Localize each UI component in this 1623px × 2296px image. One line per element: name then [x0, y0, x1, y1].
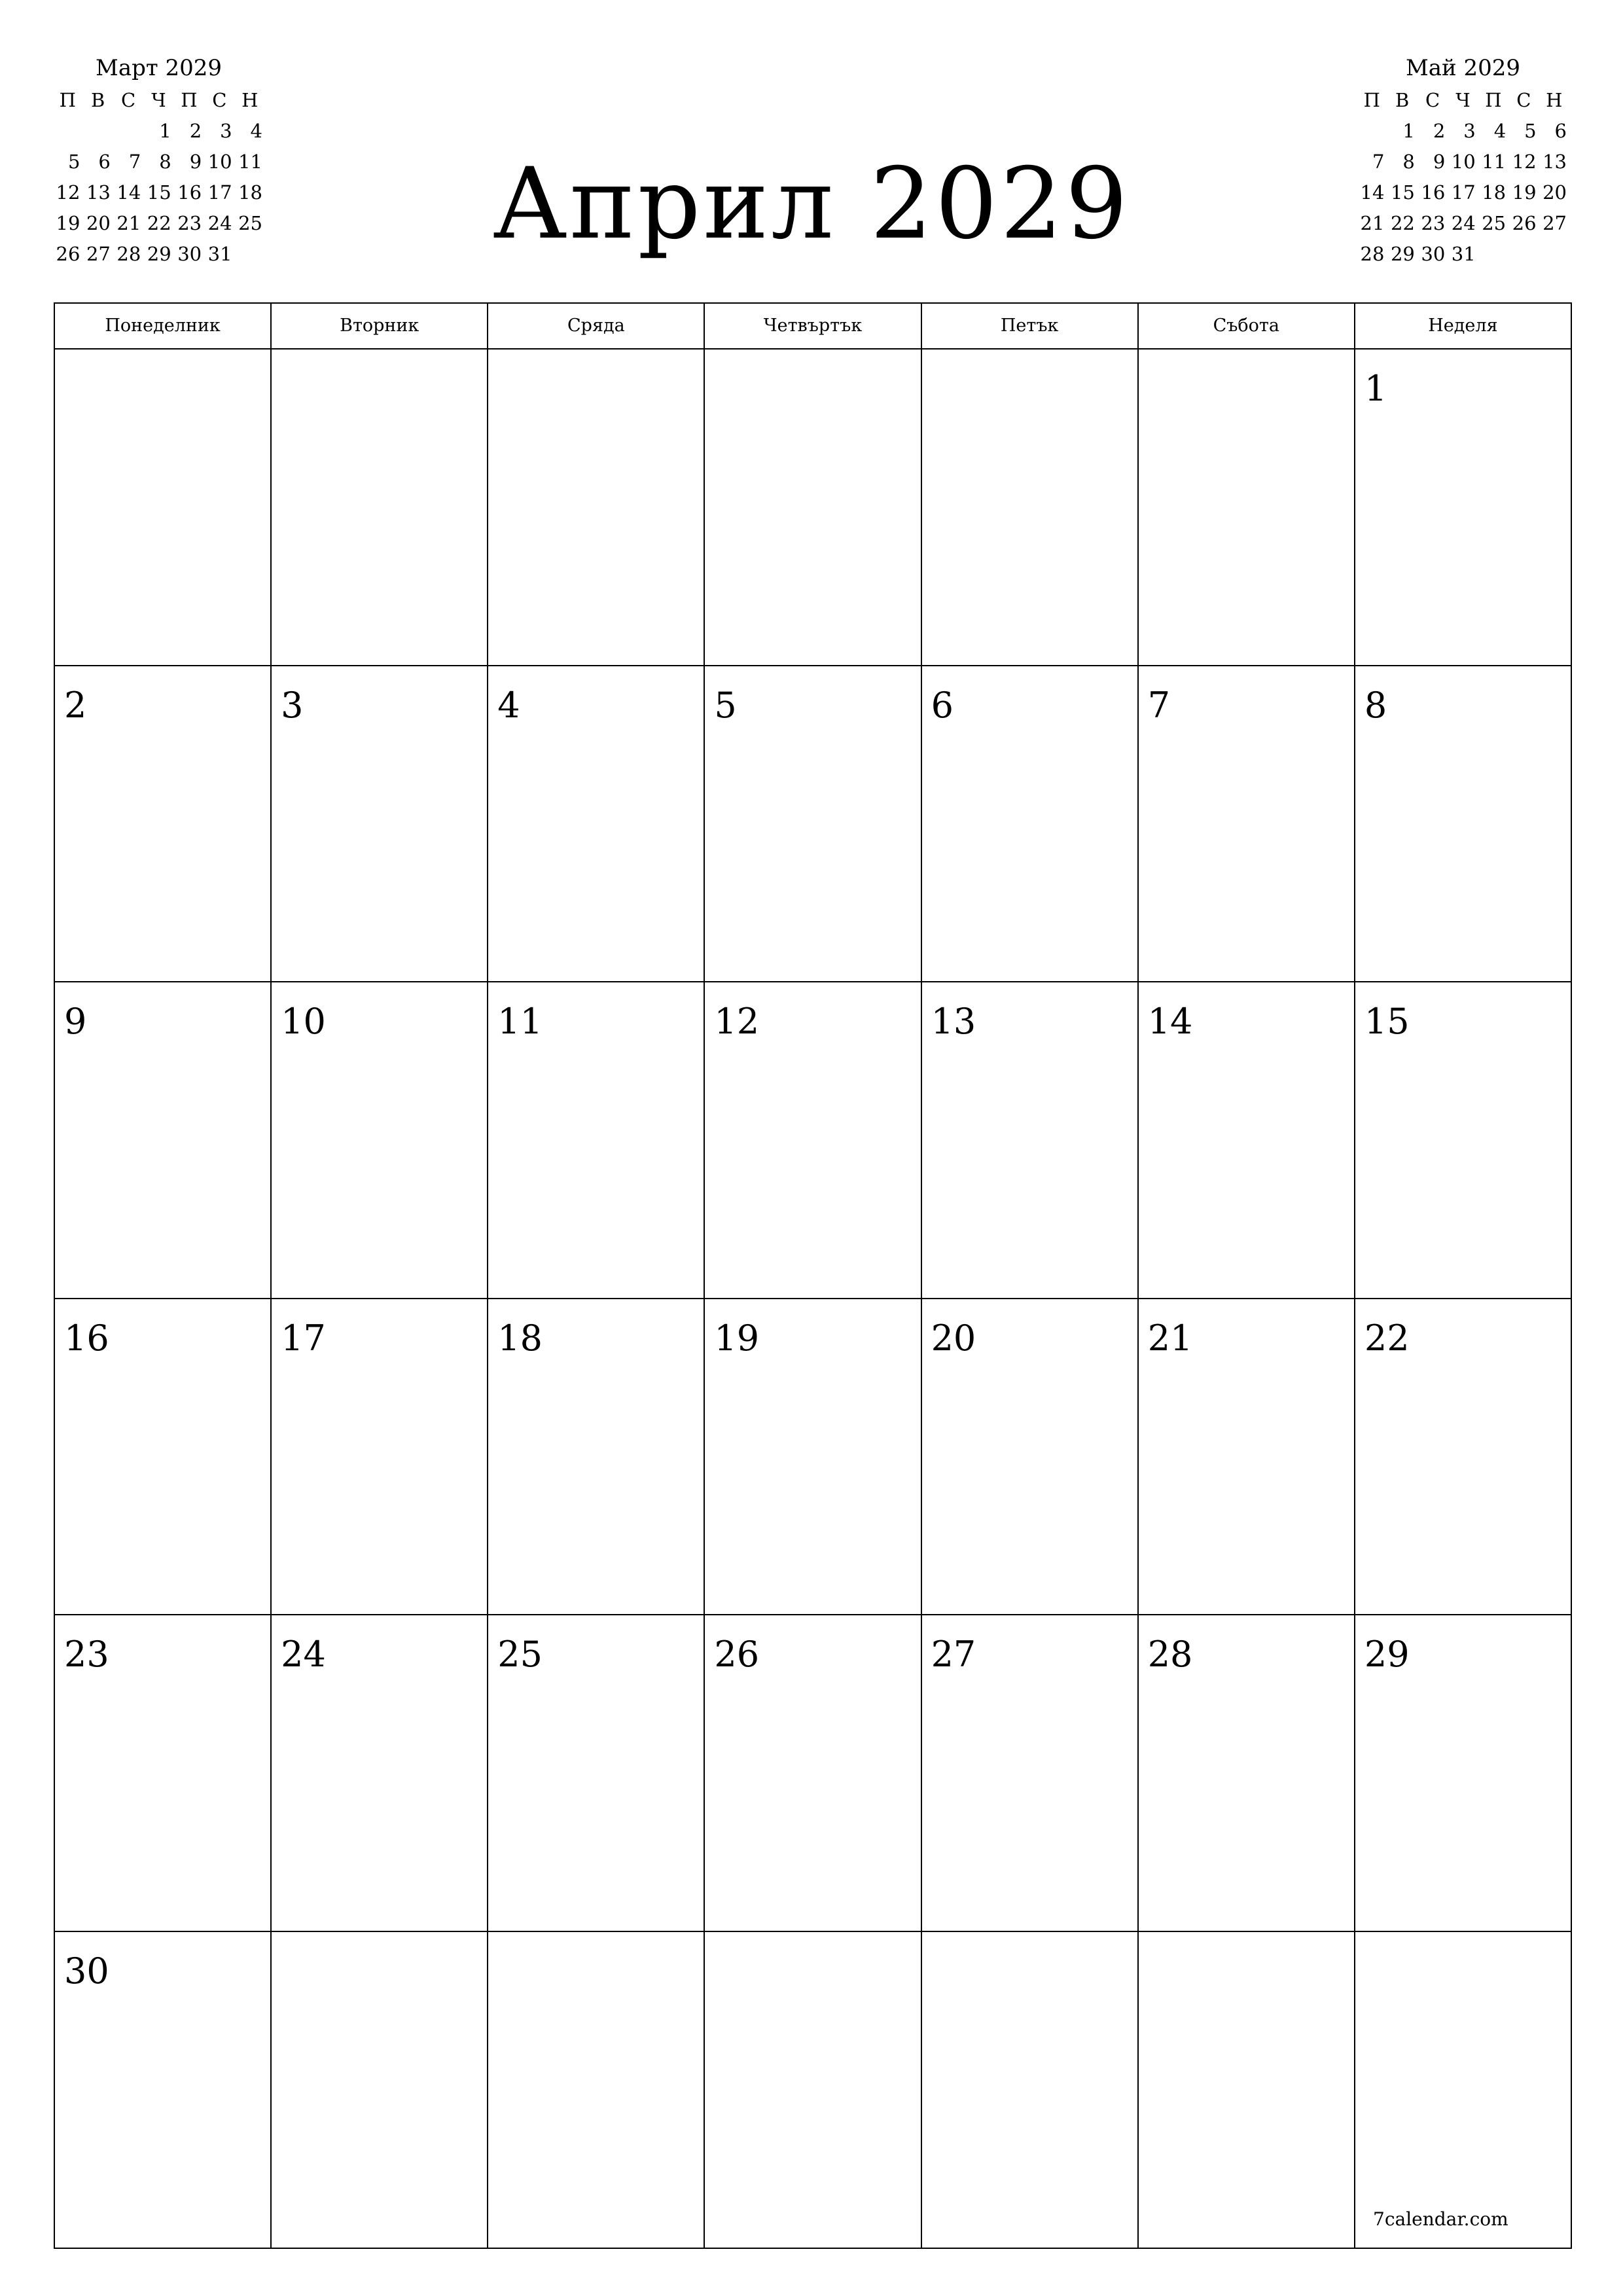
mini-day: 22 — [1390, 212, 1415, 234]
day-number: 11 — [497, 1001, 543, 1043]
mini-day: 28 — [116, 243, 141, 265]
mini-weekday-header: Ч — [1455, 89, 1471, 111]
next-month-calendar — [1357, 52, 1569, 270]
month-grid — [54, 302, 1572, 2249]
day-number: 19 — [714, 1317, 760, 1359]
day-cell — [1137, 666, 1354, 982]
day-number: 10 — [281, 1001, 326, 1043]
day-cell — [1137, 1299, 1354, 1615]
mini-weekday-header: Н — [1546, 89, 1563, 111]
mini-weekday-header: Н — [241, 89, 259, 111]
mini-day: 27 — [1543, 212, 1567, 234]
mini-weekday-header: В — [90, 89, 105, 111]
weekday-header: Сряда — [487, 304, 704, 348]
day-number: 3 — [281, 684, 304, 726]
day-number: 15 — [1364, 1001, 1410, 1043]
mini-day: 23 — [177, 212, 202, 234]
mini-day: 4 — [1493, 120, 1507, 142]
mini-weekday-header: Ч — [151, 89, 166, 111]
mini-day: 14 — [1360, 181, 1385, 204]
mini-day: 9 — [189, 151, 202, 173]
mini-day: 29 — [147, 243, 171, 265]
day-cell — [1137, 350, 1354, 665]
mini-day: 3 — [1463, 120, 1476, 142]
mini-day: 23 — [1421, 212, 1446, 234]
day-number: 7 — [1147, 684, 1171, 726]
day-cell — [1137, 1932, 1354, 2249]
mini-day: 2 — [1433, 120, 1446, 142]
mini-day: 29 — [1390, 243, 1415, 265]
day-cell — [1354, 1932, 1571, 2249]
day-number: 16 — [64, 1317, 109, 1359]
mini-day: 25 — [238, 212, 262, 234]
day-number: 13 — [931, 1001, 976, 1043]
weekday-header: Петък — [921, 304, 1137, 348]
day-cell — [487, 982, 704, 1298]
day-number: 18 — [497, 1317, 543, 1359]
mini-day: 6 — [98, 151, 111, 173]
mini-weekday-header: П — [59, 89, 76, 111]
day-cell — [1354, 666, 1571, 982]
day-cell — [921, 350, 1137, 665]
mini-day — [113, 116, 143, 147]
mini-day: 27 — [86, 243, 111, 265]
day-cell — [55, 982, 270, 1298]
mini-day: 5 — [67, 151, 80, 173]
weekday-header: Събота — [1137, 304, 1354, 348]
day-number: 24 — [281, 1634, 326, 1676]
mini-day: 1 — [1402, 120, 1415, 142]
day-number: 6 — [931, 684, 954, 726]
week-row — [55, 1615, 1571, 1932]
day-cell — [487, 666, 704, 982]
mini-day: 2 — [189, 120, 202, 142]
mini-weekday-header: В — [1395, 89, 1410, 111]
mini-day — [82, 116, 113, 147]
day-number: 1 — [1364, 368, 1387, 409]
day-number: 29 — [1364, 1634, 1410, 1676]
day-cell — [270, 1932, 487, 2249]
mini-weekday-header: С — [212, 89, 227, 111]
mini-day: 12 — [56, 181, 80, 204]
mini-day: 20 — [86, 212, 111, 234]
mini-day: 21 — [116, 212, 141, 234]
day-cell — [704, 1615, 920, 1931]
day-cell — [1137, 982, 1354, 1298]
day-number: 5 — [714, 684, 737, 726]
day-cell — [921, 1615, 1137, 1931]
mini-day: 5 — [1524, 120, 1537, 142]
mini-day: 30 — [177, 243, 202, 265]
week-row — [55, 982, 1571, 1299]
mini-day: 31 — [1451, 243, 1476, 265]
day-number: 8 — [1364, 684, 1387, 726]
day-number: 30 — [64, 1950, 109, 1992]
mini-day — [1478, 239, 1508, 270]
day-cell — [1354, 1615, 1571, 1931]
day-number: 2 — [64, 684, 87, 726]
prev-month-title: Март 2029 — [96, 55, 222, 81]
weekday-header: Четвъртък — [704, 304, 920, 348]
day-cell — [487, 350, 704, 665]
day-number: 27 — [931, 1634, 976, 1676]
day-cell — [270, 666, 487, 982]
day-cell — [270, 1615, 487, 1931]
mini-day: 8 — [1402, 151, 1415, 173]
mini-day: 18 — [1482, 181, 1507, 204]
weekday-header: Неделя — [1354, 304, 1571, 348]
mini-day: 21 — [1360, 212, 1385, 234]
mini-day: 30 — [1421, 243, 1446, 265]
mini-day: 15 — [1390, 181, 1415, 204]
day-number: 26 — [714, 1634, 760, 1676]
mini-day: 11 — [238, 151, 262, 173]
day-number: 23 — [64, 1634, 109, 1676]
day-cell — [921, 1299, 1137, 1615]
mini-day: 15 — [147, 181, 171, 204]
day-number: 28 — [1147, 1634, 1193, 1676]
next-month-title: Май 2029 — [1405, 55, 1521, 81]
mini-day: 3 — [220, 120, 232, 142]
day-cell — [55, 1932, 270, 2249]
day-number: 4 — [497, 684, 520, 726]
mini-day: 28 — [1360, 243, 1385, 265]
day-cell — [1354, 982, 1571, 1298]
day-number: 12 — [714, 1001, 760, 1043]
day-number: 9 — [64, 1001, 87, 1043]
mini-day: 19 — [1512, 181, 1537, 204]
mini-day: 13 — [86, 181, 111, 204]
mini-day: 18 — [238, 181, 262, 204]
mini-day: 17 — [1451, 181, 1476, 204]
mini-day: 10 — [207, 151, 232, 173]
day-cell — [1137, 1615, 1354, 1931]
mini-day: 10 — [1451, 151, 1476, 173]
day-number: 20 — [931, 1317, 976, 1359]
mini-day: 25 — [1482, 212, 1507, 234]
mini-day: 24 — [1451, 212, 1476, 234]
day-cell — [704, 982, 920, 1298]
mini-day: 4 — [250, 120, 262, 142]
mini-day: 16 — [177, 181, 202, 204]
next-month-grid — [1357, 85, 1569, 270]
mini-day: 20 — [1543, 181, 1567, 204]
mini-day: 14 — [116, 181, 141, 204]
day-number: 14 — [1147, 1001, 1193, 1043]
day-cell — [1354, 350, 1571, 665]
mini-day: 13 — [1543, 151, 1567, 173]
day-cell — [487, 1299, 704, 1615]
day-cell — [270, 982, 487, 1298]
mini-weekday-header: П — [1363, 89, 1380, 111]
day-cell — [704, 1932, 920, 2249]
week-row — [55, 1932, 1571, 2249]
day-cell — [270, 1299, 487, 1615]
mini-day: 19 — [56, 212, 80, 234]
day-cell — [704, 666, 920, 982]
mini-day: 12 — [1512, 151, 1537, 173]
weekday-header: Понеделник — [105, 315, 221, 336]
day-number: 17 — [281, 1317, 326, 1359]
mini-weekday-header: С — [1425, 89, 1440, 111]
week-row — [55, 350, 1571, 666]
mini-day: 26 — [56, 243, 80, 265]
day-cell — [55, 1615, 270, 1931]
day-number: 21 — [1147, 1317, 1193, 1359]
day-cell — [704, 1299, 920, 1615]
day-cell — [921, 666, 1137, 982]
mini-day: 16 — [1421, 181, 1446, 204]
day-number: 25 — [497, 1634, 543, 1676]
mini-day: 7 — [128, 151, 141, 173]
mini-weekday-header: С — [120, 89, 136, 111]
day-cell — [487, 1932, 704, 2249]
mini-day — [1508, 239, 1539, 270]
day-cell — [270, 350, 487, 665]
mini-weekday-header: П — [1485, 89, 1502, 111]
mini-day — [1539, 239, 1569, 270]
day-cell — [55, 1299, 270, 1615]
day-cell — [55, 350, 270, 665]
footer-credit: 7calendar.com — [1373, 2208, 1508, 2230]
mini-weekday-header: С — [1516, 89, 1531, 111]
page-title: Април 2029 — [492, 147, 1131, 261]
mini-day: 1 — [159, 120, 171, 142]
mini-day: 6 — [1554, 120, 1567, 142]
mini-day: 11 — [1482, 151, 1507, 173]
mini-weekday-header: П — [181, 89, 198, 111]
day-cell — [704, 350, 920, 665]
mini-day: 24 — [207, 212, 232, 234]
day-cell — [487, 1615, 704, 1931]
mini-day: 26 — [1512, 212, 1537, 234]
mini-day: 7 — [1372, 151, 1385, 173]
mini-day: 17 — [207, 181, 232, 204]
day-cell — [921, 982, 1137, 1298]
week-row — [55, 666, 1571, 983]
mini-day: 8 — [159, 151, 171, 173]
week-row — [55, 1299, 1571, 1616]
day-cell — [921, 1932, 1137, 2249]
mini-day: 31 — [207, 243, 232, 265]
weeks-container — [55, 350, 1571, 2249]
mini-day — [52, 116, 82, 147]
mini-day: 22 — [147, 212, 171, 234]
weekday-header: Вторник — [270, 304, 487, 348]
mini-day — [1357, 116, 1387, 147]
weekday-header-row — [55, 304, 1571, 350]
day-number: 22 — [1364, 1317, 1410, 1359]
day-cell — [1354, 1299, 1571, 1615]
day-cell — [55, 666, 270, 982]
mini-day: 9 — [1433, 151, 1446, 173]
